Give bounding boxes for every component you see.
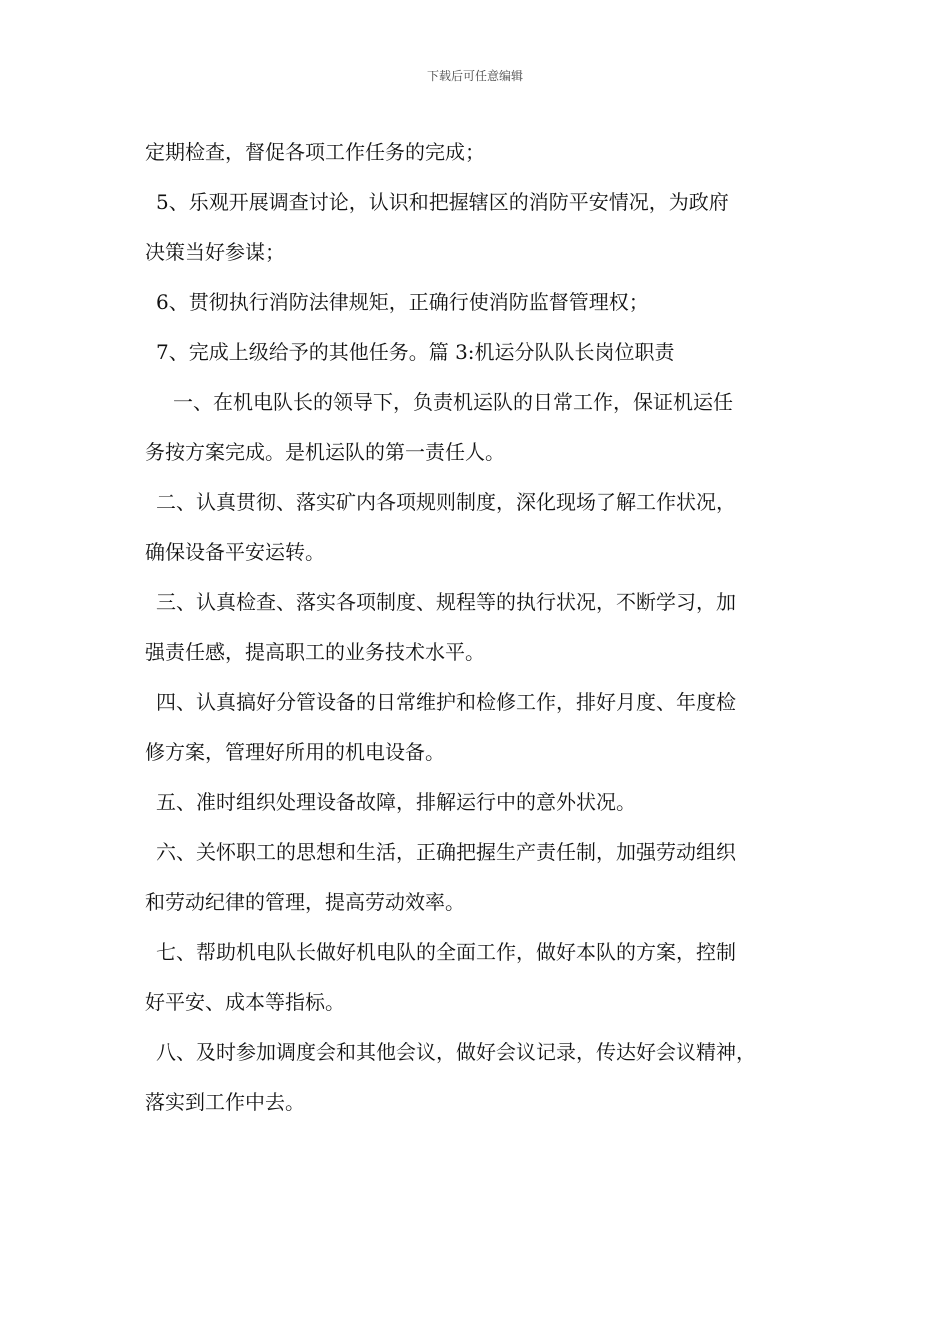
text-line: 修方案，管理好所用的机电设备。 [145,740,445,764]
text-line: 5、乐观开展调查讨论，认识和把握辖区的消防平安情况，为政府 [156,190,729,214]
text-line: 六、关怀职工的思想和生活，正确把握生产责任制，加强劳动组织 [156,840,736,864]
text-line: 落实到工作中去。 [145,1090,305,1114]
text-line: 五、准时组织处理设备故障，排解运行中的意外状况。 [156,790,636,814]
text-line: 四、认真搞好分管设备的日常维护和检修工作，排好月度、年度检 [156,690,736,714]
text-line: 6、贯彻执行消防法律规矩，正确行使消防监督管理权； [156,290,649,314]
text-line: 三、认真检查、落实各项制度、规程等的执行状况，不断学习，加 [156,590,736,614]
page-header: 下载后可任意编辑 [426,69,523,83]
text-line: 二、认真贯彻、落实矿内各项规则制度，深化现场了解工作状况， [156,490,736,514]
text-line: 决策当好参谋； [145,240,285,264]
text-line: 务按方案完成。是机运队的第一责任人。 [145,440,505,464]
text-line: 好平安、成本等指标。 [145,990,345,1014]
text-line: 八、及时参加调度会和其他会议，做好会议记录，传达好会议精神， [156,1040,756,1064]
text-line: 强责任感，提高职工的业务技术水平。 [145,640,485,664]
text-line: 一、在机电队长的领导下，负责机运队的日常工作，保证机运任 [173,390,733,414]
text-line: 七、帮助机电队长做好机电队的全面工作，做好本队的方案，控制 [156,940,736,964]
document-body [145,127,835,1127]
text-line: 确保设备平安运转。 [145,540,325,564]
text-line: 7、完成上级给予的其他任务。篇 3:机运分队队长岗位职责 [156,340,675,364]
text-line: 定期检查，督促各项工作任务的完成； [145,140,485,164]
text-line: 和劳动纪律的管理，提高劳动效率。 [145,890,465,914]
